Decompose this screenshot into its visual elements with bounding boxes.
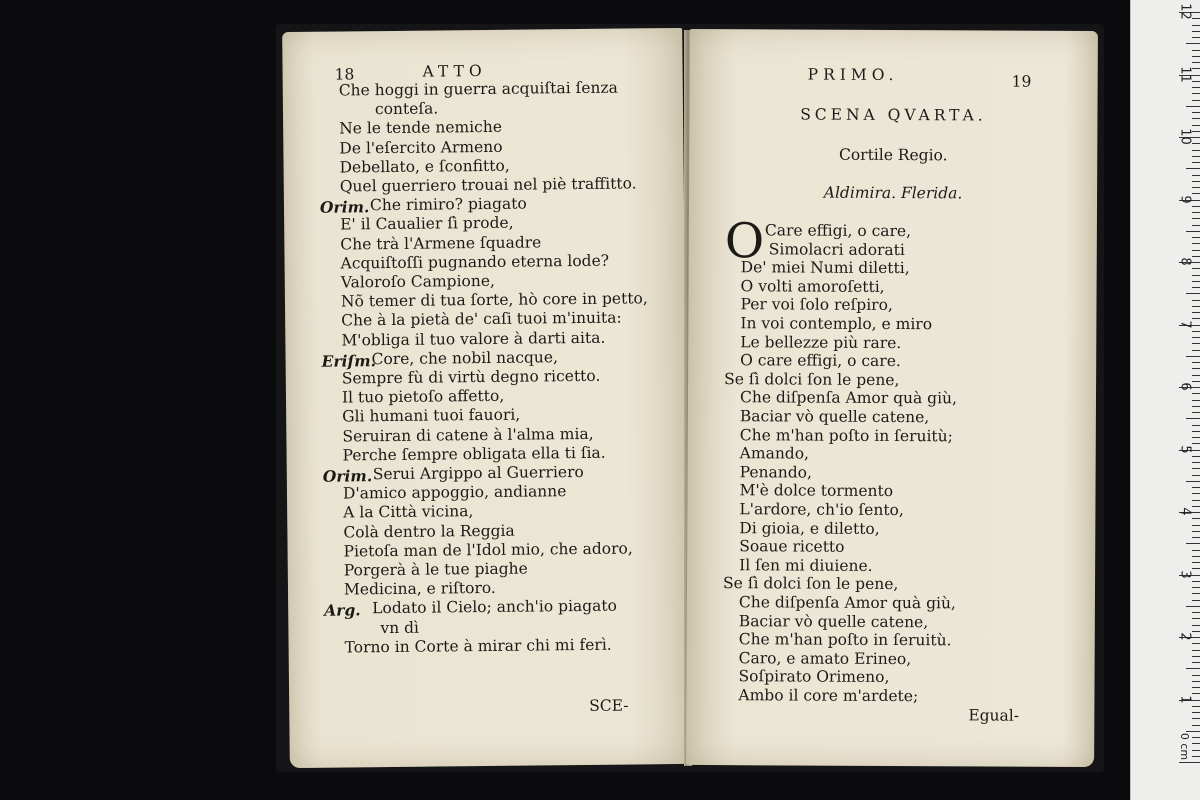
ruler-tick	[1192, 368, 1200, 369]
ruler-tick	[1192, 600, 1200, 601]
ruler-tick	[1192, 118, 1200, 119]
ruler-tick	[1192, 487, 1200, 488]
ruler-tick	[1192, 212, 1200, 213]
ruler-tick	[1192, 187, 1200, 188]
ruler-number: 4	[1177, 507, 1193, 516]
verse-line: Pietoſa man de l'Idol mio, che adoro,	[343, 539, 633, 561]
verse-line: Ambo il core m'ardete;	[738, 686, 919, 706]
verse-line: Care effigi, o care,	[764, 221, 912, 241]
verse-line: Nõ temer di tua ſorte, hò core in petto,	[340, 289, 648, 311]
speaker-label: Orim.	[322, 466, 373, 486]
ruler-tick	[1192, 718, 1200, 719]
ruler-tick	[1192, 181, 1200, 182]
speaker-label: Arg.	[324, 600, 361, 621]
scene-title: SCENA QVARTA.	[800, 105, 987, 125]
ruler-tick	[1192, 643, 1200, 644]
ruler-tick	[1192, 656, 1200, 657]
ruler-tick	[1186, 43, 1200, 44]
ruler-number: 2	[1177, 632, 1193, 641]
ruler-tick	[1192, 625, 1200, 626]
ruler-tick	[1179, 762, 1200, 763]
ruler-tick	[1192, 443, 1200, 444]
ruler-tick	[1192, 131, 1200, 132]
verse-line: Che m'han poſto in ſeruitù.	[738, 630, 952, 650]
ruler-tick	[1192, 112, 1200, 113]
ruler-tick	[1192, 362, 1200, 363]
right-page	[686, 29, 1098, 767]
ruler-tick	[1192, 350, 1200, 351]
verse-line: O care effigi, o care.	[740, 351, 901, 371]
ruler-tick	[1192, 268, 1200, 269]
left-page	[282, 28, 690, 768]
verse-line: Quel guerriero trouai nel piè traffitto.	[339, 174, 637, 196]
verse-line: Valoroſo Campione,	[340, 271, 496, 292]
ruler-tick	[1192, 300, 1200, 301]
ruler-tick	[1192, 331, 1200, 332]
verse-line: Baciar vò quelle catene,	[738, 611, 929, 631]
ruler-tick	[1192, 650, 1200, 651]
ruler-tick	[1192, 193, 1200, 194]
ruler-tick	[1192, 393, 1200, 394]
verse-line: M'obliga il tuo valore à darti aita.	[341, 328, 606, 350]
ruler-tick	[1192, 706, 1200, 707]
ruler-tick	[1192, 31, 1200, 32]
page-number: 19	[1011, 72, 1032, 91]
verse-line: Caro, e amato Erineo,	[738, 648, 912, 668]
page-number: 18	[334, 65, 355, 84]
ruler-tick	[1186, 106, 1200, 107]
verse-line: vn dì	[380, 618, 420, 637]
ruler-tick	[1192, 125, 1200, 126]
ruler-tick	[1192, 475, 1200, 476]
verse-line: Soſpirato Orimeno,	[738, 667, 890, 687]
ruler-tick	[1192, 100, 1200, 101]
ruler-tick	[1192, 693, 1200, 694]
verse-line: Le bellezze più rare.	[740, 332, 902, 352]
ruler-tick	[1186, 481, 1200, 482]
ruler-tick	[1192, 18, 1200, 19]
verse-line: Che m'han poſto in ſeruitù;	[739, 425, 953, 445]
scene-characters: Aldimira. Flerida.	[823, 183, 963, 203]
ruler-number: 6	[1177, 382, 1193, 391]
ruler-tick	[1192, 500, 1200, 501]
verse-line: Soaue ricetto	[739, 537, 845, 556]
verse-line: Lodato il Cielo; anch'io piagato	[372, 597, 618, 618]
verse-line: De' miei Numi diletti,	[740, 258, 910, 278]
verse-line: Che à la pietà de' caſi tuoi m'inuita:	[341, 308, 622, 330]
ruler-tick	[1192, 468, 1200, 469]
verse-line: Debellato, e ſconfitto,	[339, 156, 510, 177]
drop-cap: O	[724, 213, 765, 270]
ruler-tick	[1192, 537, 1200, 538]
ruler-tick	[1192, 281, 1200, 282]
ruler-tick	[1186, 168, 1200, 169]
verse-line: Baciar vò quelle catene,	[739, 407, 930, 427]
ruler-tick	[1192, 162, 1200, 163]
verse-line: Di gioia, e diletto,	[739, 518, 880, 538]
ruler-tick	[1192, 256, 1200, 257]
ruler-tick	[1192, 412, 1200, 413]
ruler-tick	[1192, 275, 1200, 276]
speaker-label: Eriſm.	[321, 350, 377, 371]
speaker-label: Orim.	[319, 197, 370, 217]
verse-line: Serui Argippo al Guerriero	[372, 462, 584, 484]
verse-line: Che diſpenſa Amor quà giù,	[739, 388, 958, 408]
ruler-tick	[1192, 568, 1200, 569]
ruler-tick	[1192, 150, 1200, 151]
catchword: SCE-	[589, 696, 629, 715]
ruler-tick	[1192, 218, 1200, 219]
ruler-tick	[1192, 743, 1200, 744]
ruler-tick	[1192, 156, 1200, 157]
ruler-tick	[1192, 243, 1200, 244]
ruler-tick	[1192, 237, 1200, 238]
ruler-unit-label: 0 cm	[1178, 732, 1192, 761]
running-head: ATTO	[422, 61, 487, 81]
verse-line: Seruiran di catene à l'alma mia,	[342, 424, 594, 446]
ruler-tick	[1192, 725, 1200, 726]
ruler-tick	[1192, 550, 1200, 551]
ruler-tick	[1192, 87, 1200, 88]
verse-line: Medicina, e riſtoro.	[343, 579, 496, 599]
ruler-tick	[1192, 712, 1200, 713]
ruler-tick	[1192, 343, 1200, 344]
ruler-tick	[1192, 81, 1200, 82]
ruler-tick	[1192, 25, 1200, 26]
ruler-tick	[1192, 493, 1200, 494]
ruler-number: 9	[1177, 194, 1193, 204]
verse-line: conteſa.	[374, 99, 439, 119]
ruler-tick	[1192, 400, 1200, 401]
verse-line: A la Città vicina,	[343, 502, 474, 522]
ruler-number: 10	[1177, 128, 1193, 145]
ruler-tick	[1192, 618, 1200, 619]
ruler-number: 1	[1177, 694, 1193, 704]
ruler-tick	[1192, 518, 1200, 519]
verse-line: Penando,	[739, 463, 812, 482]
ruler-tick	[1192, 437, 1200, 438]
verse-line: Simolacri adorati	[768, 239, 905, 259]
ruler-tick	[1192, 287, 1200, 288]
verse-line: Il tuo pietoſo affetto,	[341, 386, 505, 407]
verse-line: L'ardore, ch'io ſento,	[739, 500, 904, 520]
ruler-tick	[1192, 318, 1200, 319]
ruler-tick	[1192, 431, 1200, 432]
ruler-tick	[1186, 543, 1200, 544]
ruler-number: 8	[1177, 257, 1193, 266]
ruler-tick	[1192, 381, 1200, 382]
verse-line: De l'eſercito Armeno	[339, 137, 503, 158]
ruler-tick	[1192, 225, 1200, 226]
ruler-number: 3	[1177, 569, 1193, 579]
ruler-tick	[1192, 250, 1200, 251]
ruler-number: 12	[1177, 3, 1193, 20]
catchword: Egual-	[968, 706, 1020, 725]
ruler-tick	[1192, 143, 1200, 144]
ruler-tick	[1192, 456, 1200, 457]
ruler-tick	[1192, 562, 1200, 563]
verse-line: Se ſì dolci ſon le pene,	[724, 369, 900, 389]
ruler-tick	[1192, 37, 1200, 38]
verse-line: Il ſen mi diuiene.	[739, 555, 873, 575]
ruler-tick	[1192, 525, 1200, 526]
ruler-tick	[1192, 56, 1200, 57]
verse-line: Che diſpenſa Amor quà giù,	[738, 593, 956, 613]
ruler-tick	[1192, 406, 1200, 407]
ruler-tick	[1192, 531, 1200, 532]
ruler-number: 11	[1177, 65, 1193, 83]
verse-line: Colà dentro la Reggia	[343, 521, 515, 542]
ruler-tick	[1192, 425, 1200, 426]
verse-line: Che trà l'Armene ſquadre	[340, 233, 542, 254]
ruler-tick	[1192, 68, 1200, 69]
verse-line: Amando,	[739, 444, 810, 463]
verse-line: M'è dolce tormento	[739, 481, 894, 501]
ruler-tick	[1186, 668, 1200, 669]
verse-line: D'amico appoggio, andianne	[342, 482, 567, 503]
ruler-tick	[1192, 687, 1200, 688]
verse-line: Gli humani tuoi fauori,	[342, 406, 521, 426]
ruler-tick	[1192, 662, 1200, 663]
ruler-tick	[1192, 337, 1200, 338]
ruler-tick	[1192, 581, 1200, 582]
ruler-tick	[1192, 593, 1200, 594]
ruler-tick	[1186, 418, 1200, 419]
ruler-number: 5	[1177, 444, 1193, 454]
verse-line: Porgerà à le tue piaghe	[343, 559, 528, 580]
ruler-tick	[1192, 587, 1200, 588]
ruler-tick	[1186, 731, 1200, 732]
ruler-tick	[1192, 312, 1200, 313]
verse-line: Torno in Corte à mirar chi mi ferì.	[344, 635, 612, 657]
ruler-tick	[1192, 750, 1200, 751]
verse-line: E' il Caualier ſì prode,	[340, 214, 514, 234]
ruler-tick	[1192, 681, 1200, 682]
ruler-tick	[1186, 231, 1200, 232]
ruler-tick	[1192, 737, 1200, 738]
ruler-tick	[1192, 612, 1200, 613]
ruler-tick	[1192, 306, 1200, 307]
scene-place: Cortile Regio.	[838, 145, 948, 165]
verse-line: Acquiſtoſſi pugnando eterna lode?	[340, 251, 610, 273]
verse-line: Ne le tende nemiche	[339, 118, 503, 138]
verse-line: Sempre fù di virtù degno ricetto.	[341, 366, 601, 388]
verse-line: Che hoggi in guerra acquiſtai ſenza	[338, 78, 618, 100]
ruler-tick	[1186, 293, 1200, 294]
ruler-tick	[1192, 631, 1200, 632]
ruler-tick	[1186, 606, 1200, 607]
ruler-tick	[1192, 62, 1200, 63]
ruler-tick	[1192, 556, 1200, 557]
ruler-tick	[1192, 93, 1200, 94]
ruler-tick	[1192, 675, 1200, 676]
ruler-tick	[1192, 506, 1200, 507]
ruler-tick	[1192, 50, 1200, 51]
verse-line: Se ſì dolci ſon le pene,	[722, 574, 899, 594]
ruler-tick	[1192, 756, 1200, 757]
ruler-tick	[1192, 375, 1200, 376]
verse-line: Perche ſempre obligata ella ti ſia.	[342, 443, 606, 465]
verse-line: Per voi ſolo reſpiro,	[740, 295, 893, 315]
ruler-tick	[1192, 175, 1200, 176]
ruler-tick	[1186, 356, 1200, 357]
ruler-tick	[1192, 462, 1200, 463]
verse-line: Che rimiro? piagato	[369, 194, 527, 215]
verse-line: Core, che nobil nacque,	[371, 348, 559, 368]
measurement-ruler	[1130, 0, 1200, 800]
running-head: PRIMO.	[807, 65, 899, 85]
verse-line: In voi contemplo, e miro	[740, 314, 933, 334]
verse-line: O volti amoroſetti,	[740, 277, 885, 296]
ruler-tick	[1192, 206, 1200, 207]
ruler-number: 7	[1177, 319, 1193, 329]
